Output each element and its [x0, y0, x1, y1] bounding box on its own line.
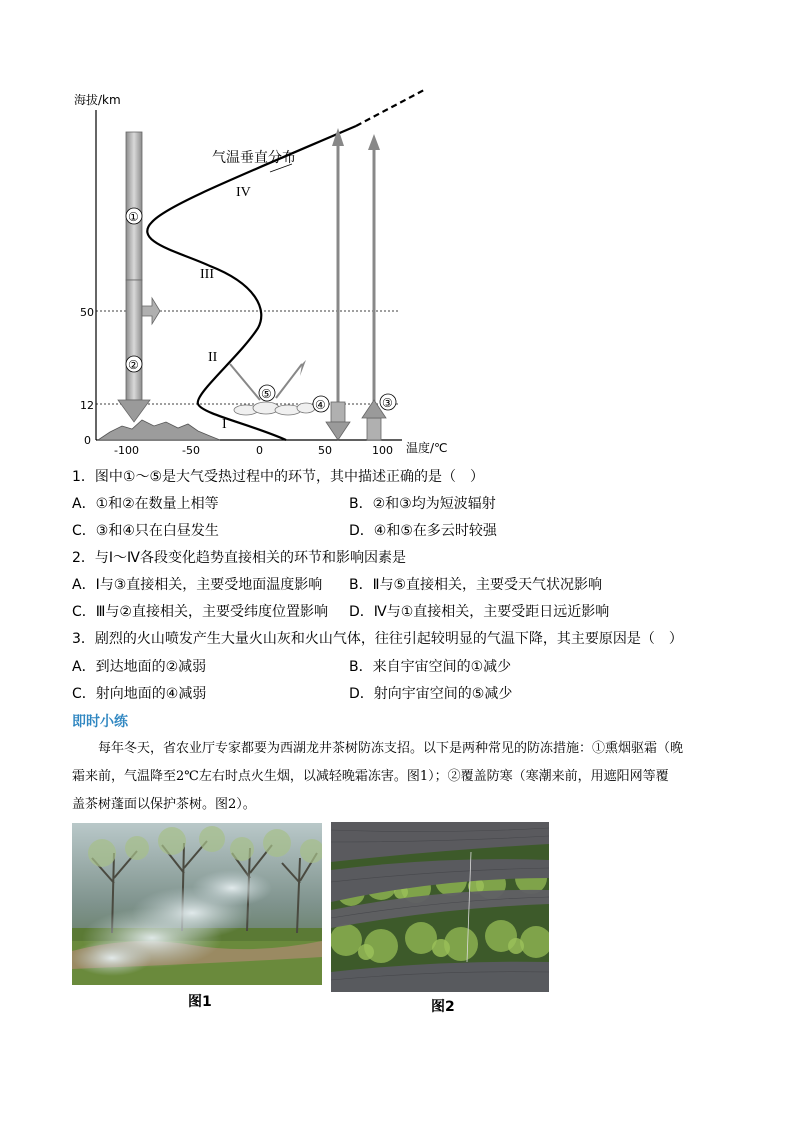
q1-option-c: C．③和④只在白昼发生: [72, 523, 219, 539]
section-title: 即时小练: [72, 714, 128, 730]
curve-label: 气温垂直分布: [212, 150, 296, 166]
tall-arrow-right-head: [368, 134, 380, 150]
q2-option-b: B．Ⅱ与⑤直接相关，主要受天气状况影响: [349, 577, 603, 593]
y-axis-label: 海拔/km: [74, 93, 121, 107]
arrow-3-shaft: [367, 418, 381, 440]
temperature-curve: [147, 126, 356, 440]
temperature-curve-dashed: [356, 90, 424, 126]
label-4: ④: [315, 398, 326, 412]
arrow-1-bar: [126, 132, 142, 280]
q1-option-d: D．④和⑤在多云时较强: [349, 523, 497, 539]
q3-option-d: D．射向宇宙空间的⑤减少: [349, 686, 513, 702]
y-tick-12: 12: [80, 399, 94, 412]
arrow-4-shaft: [331, 402, 345, 422]
q1-option-b: B．②和③均为短波辐射: [349, 496, 496, 512]
tall-arrow-left-head: [332, 128, 344, 146]
figure-2-photo: [331, 822, 549, 992]
label-5: ⑤: [261, 387, 272, 401]
q3-option-b: B．来自宇宙空间的①减少: [349, 659, 512, 675]
arrow-2-shaft: [126, 280, 142, 400]
x-tick-0: 0: [256, 444, 263, 457]
arrow-5-out: [276, 364, 302, 398]
arrow-4-head: [326, 422, 350, 440]
clouds: [234, 402, 315, 415]
mountain-shape: [98, 420, 220, 440]
paragraph-line-3: 盖茶树蓬面以保护茶树。图2）。: [72, 797, 256, 812]
arrow-2-head: [118, 400, 150, 422]
layer-II-label: II: [208, 350, 218, 365]
label-1: ①: [128, 210, 139, 224]
paragraph-line-2: 霜来前，气温降至2℃左右时点火生烟，以减轻晚霜冻害。图1）；②覆盖防寒（寒潮来前，用遮阳网等覆: [72, 769, 669, 784]
q1-option-a: A．①和②在数量上相等: [72, 496, 219, 512]
layer-IV-label: IV: [236, 185, 251, 200]
label-2: ②: [128, 358, 139, 372]
x-tick-neg50: -50: [182, 444, 200, 457]
arrow-5-in: [230, 364, 260, 400]
q3-option-a: A．到达地面的②减弱: [72, 659, 207, 675]
diagram-svg: [70, 88, 470, 468]
x-tick-neg100: -100: [114, 444, 139, 457]
layer-I-label: I: [222, 417, 227, 432]
label-3: ③: [382, 396, 393, 410]
question-3-stem: 3．剧烈的火山喷发产生大量火山灰和火山气体，往往引起较明显的气温下降，其主要原因是（ ）: [72, 631, 683, 647]
figure-1-photo: [72, 823, 322, 985]
x-axis-label: 温度/℃: [406, 441, 448, 455]
q2-option-a: A．Ⅰ与③直接相关，主要受地面温度影响: [72, 577, 323, 593]
layer-III-label: III: [200, 267, 214, 282]
arrow-5-head: [300, 360, 306, 376]
question-2-stem: 2．与Ⅰ～Ⅳ各段变化趋势直接相关的环节和影响因素是: [72, 550, 406, 566]
reflection-side-arrow: [142, 298, 160, 324]
x-tick-50: 50: [318, 444, 332, 457]
paragraph-line-1: 每年冬天，省农业厅专家都要为西湖龙井茶树防冻支招。以下是两种常见的防冻措施：①熏烟驱霜（晚: [98, 741, 684, 756]
question-1-stem: 1．图中①～⑤是大气受热过程中的环节，其中描述正确的是（ ）: [72, 469, 485, 485]
atmosphere-heating-diagram: [70, 88, 470, 468]
q2-option-d: D．Ⅳ与①直接相关，主要受距日远近影响: [349, 604, 610, 620]
y-tick-0: 0: [84, 434, 91, 447]
q3-option-c: C．射向地面的④减弱: [72, 686, 207, 702]
figure-2-caption: 图2: [431, 999, 455, 1015]
y-tick-50: 50: [80, 306, 94, 319]
q2-option-c: C．Ⅲ与②直接相关，主要受纬度位置影响: [72, 604, 328, 620]
figure-1-caption: 图1: [188, 994, 212, 1010]
x-tick-100: 100: [372, 444, 393, 457]
